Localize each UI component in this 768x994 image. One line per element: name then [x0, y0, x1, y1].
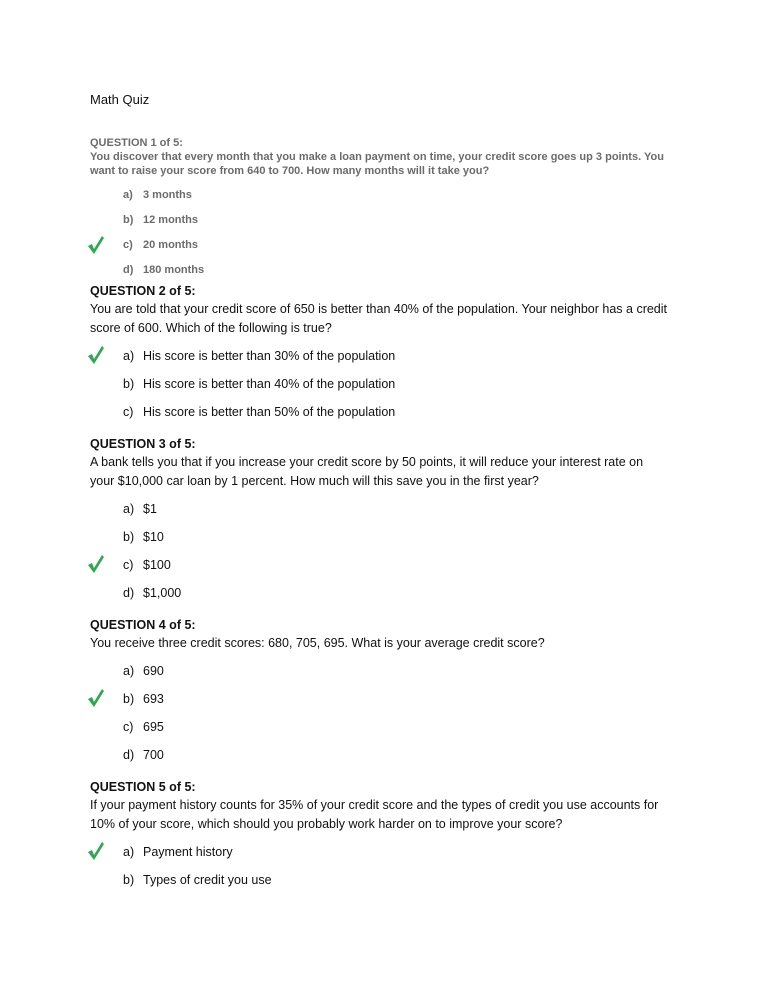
option-d[interactable]: [90, 257, 670, 282]
option-c[interactable]: [90, 232, 670, 257]
option-letter: b): [123, 873, 135, 887]
option-b[interactable]: [90, 523, 670, 551]
option-a[interactable]: [90, 838, 670, 866]
option-c[interactable]: [90, 398, 670, 426]
options-list: [90, 342, 670, 426]
option-text: Types of credit you use: [143, 873, 272, 887]
option-letter: a): [123, 502, 135, 516]
option-text: 12 months: [143, 213, 199, 226]
option-text: 690: [143, 664, 164, 678]
option-letter: b): [123, 530, 135, 544]
option-text: 20 months: [143, 238, 199, 251]
option-letter: a): [123, 349, 135, 363]
question-1: [90, 137, 670, 282]
question-text: A bank tells you that if you increase your credit score by 50 points, it will reduce your interest rate on your $10,000 car loan by 1 percent. How much will this save you in the first year?: [90, 455, 644, 488]
question-4: [90, 617, 670, 769]
options-list: [90, 838, 670, 894]
option-letter: c): [123, 405, 134, 419]
document-title: Math Quiz: [90, 92, 150, 107]
question-label: QUESTION 1 of 5:: [90, 137, 183, 149]
checkmark-icon: [87, 688, 105, 708]
option-c[interactable]: [90, 551, 670, 579]
question-label: QUESTION 4 of 5:: [90, 618, 196, 632]
option-b[interactable]: [90, 370, 670, 398]
option-text: $1: [143, 502, 157, 516]
option-letter: a): [123, 188, 133, 201]
option-a[interactable]: [90, 342, 670, 370]
question-text: You receive three credit scores: 680, 705, 695. What is your average credit score?: [90, 636, 545, 650]
option-a[interactable]: [90, 657, 670, 685]
option-letter: b): [123, 692, 135, 706]
option-text: 700: [143, 748, 164, 762]
checkmark-icon: [87, 841, 105, 861]
question-text: You discover that every month that you make a loan payment on time, your credit score goes up 3 points. You want to raise your score from 640 to 700. How many months will it take you?: [90, 151, 664, 177]
checkmark-icon: [87, 554, 105, 574]
option-text: His score is better than 30% of the population: [143, 349, 396, 363]
option-a[interactable]: [90, 182, 670, 207]
checkmark-icon: [87, 345, 105, 365]
option-letter: b): [123, 377, 135, 391]
option-text: 693: [143, 692, 164, 706]
question-label: QUESTION 2 of 5:: [90, 284, 196, 298]
option-text: $1,000: [143, 586, 182, 600]
option-text: $100: [143, 558, 171, 572]
question-2: [90, 283, 670, 426]
options-list: [90, 495, 670, 607]
option-letter: d): [123, 263, 134, 276]
option-letter: c): [123, 558, 134, 572]
option-text: His score is better than 50% of the population: [143, 405, 396, 419]
option-letter: d): [123, 748, 135, 762]
option-letter: c): [123, 720, 134, 734]
option-text: $10: [143, 530, 164, 544]
checkmark-icon: [87, 235, 105, 255]
question-label: QUESTION 3 of 5:: [90, 437, 196, 451]
option-b[interactable]: [90, 685, 670, 713]
options-list: [90, 182, 670, 282]
option-b[interactable]: [90, 866, 670, 894]
option-letter: c): [123, 238, 133, 251]
option-text: 695: [143, 720, 164, 734]
option-letter: d): [123, 586, 135, 600]
option-d[interactable]: [90, 579, 670, 607]
option-text: Payment history: [143, 845, 233, 859]
option-letter: b): [123, 213, 134, 226]
question-5: [90, 779, 670, 894]
option-letter: a): [123, 845, 135, 859]
question-label: QUESTION 5 of 5:: [90, 780, 196, 794]
option-c[interactable]: [90, 713, 670, 741]
option-text: 180 months: [143, 263, 205, 276]
question-text: If your payment history counts for 35% of your credit score and the types of credit you use accounts for 10% of your score, which should you probably work harder on to improve your score?: [90, 798, 659, 831]
question-text: You are told that your credit score of 650 is better than 40% of the population. Your neighbor has a credit score of 600. Which of the following is true?: [90, 302, 668, 335]
option-text: 3 months: [143, 188, 192, 201]
options-list: [90, 657, 670, 769]
question-3: [90, 436, 670, 607]
option-letter: a): [123, 664, 135, 678]
option-b[interactable]: [90, 207, 670, 232]
option-d[interactable]: [90, 741, 670, 769]
option-text: His score is better than 40% of the population: [143, 377, 396, 391]
option-a[interactable]: [90, 495, 670, 523]
